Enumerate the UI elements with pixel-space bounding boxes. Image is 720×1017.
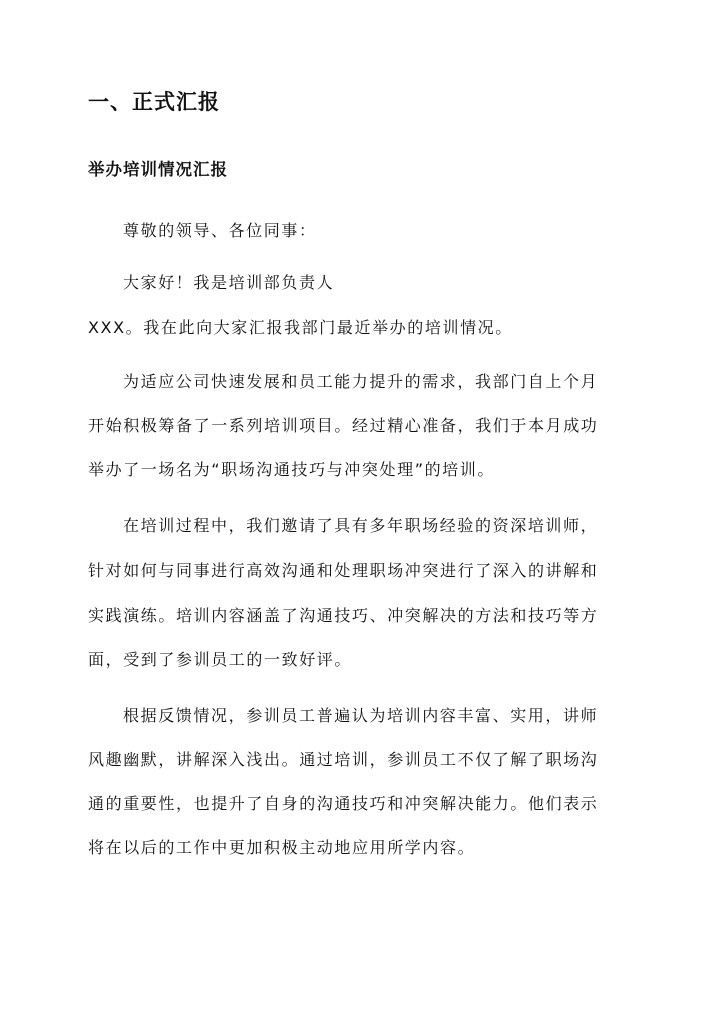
paragraph-line: XXX。我在此向大家汇报我部门最近举办的培训情况。 bbox=[88, 318, 513, 337]
paragraph-line: 通的重要性，也提升了自身的沟通技巧和冲突解决能力。他们表示 bbox=[88, 794, 599, 813]
paragraph-line: 针对如何与同事进行高效沟通和处理职场冲突进行了深入的讲解和 bbox=[88, 561, 599, 580]
paragraph-line: 大家好！我是培训部负责人 bbox=[123, 273, 335, 292]
paragraph-line: 举办了一场名为“职场沟通技巧与冲突处理”的培训。 bbox=[88, 460, 495, 479]
paragraph-line: 开始积极筹备了一系列培训项目。经过精心准备，我们于本月成功 bbox=[88, 416, 599, 435]
paragraph-line: 在培训过程中，我们邀请了具有多年职场经验的资深培训师， bbox=[123, 516, 599, 535]
paragraph-line: 实践演练。培训内容涵盖了沟通技巧、冲突解决的方法和技巧等方 bbox=[88, 606, 599, 625]
paragraph-line: 为适应公司快速发展和员工能力提升的需求，我部门自上个月 bbox=[123, 372, 599, 391]
heading-2: 举办培训情况汇报 bbox=[88, 160, 228, 179]
paragraph-line: 将在以后的工作中更加积极主动地应用所学内容。 bbox=[88, 838, 476, 857]
paragraph-line: 根据反馈情况，参训员工普遍认为培训内容丰富、实用，讲师 bbox=[123, 706, 599, 725]
salutation-line: 尊敬的领导、各位同事： bbox=[123, 221, 317, 240]
heading-1: 一、正式汇报 bbox=[88, 90, 220, 114]
paragraph-line: 风趣幽默，讲解深入浅出。通过培训，参训员工不仅了解了职场沟 bbox=[88, 750, 599, 769]
paragraph-line: 面，受到了参训员工的一致好评。 bbox=[88, 650, 353, 669]
